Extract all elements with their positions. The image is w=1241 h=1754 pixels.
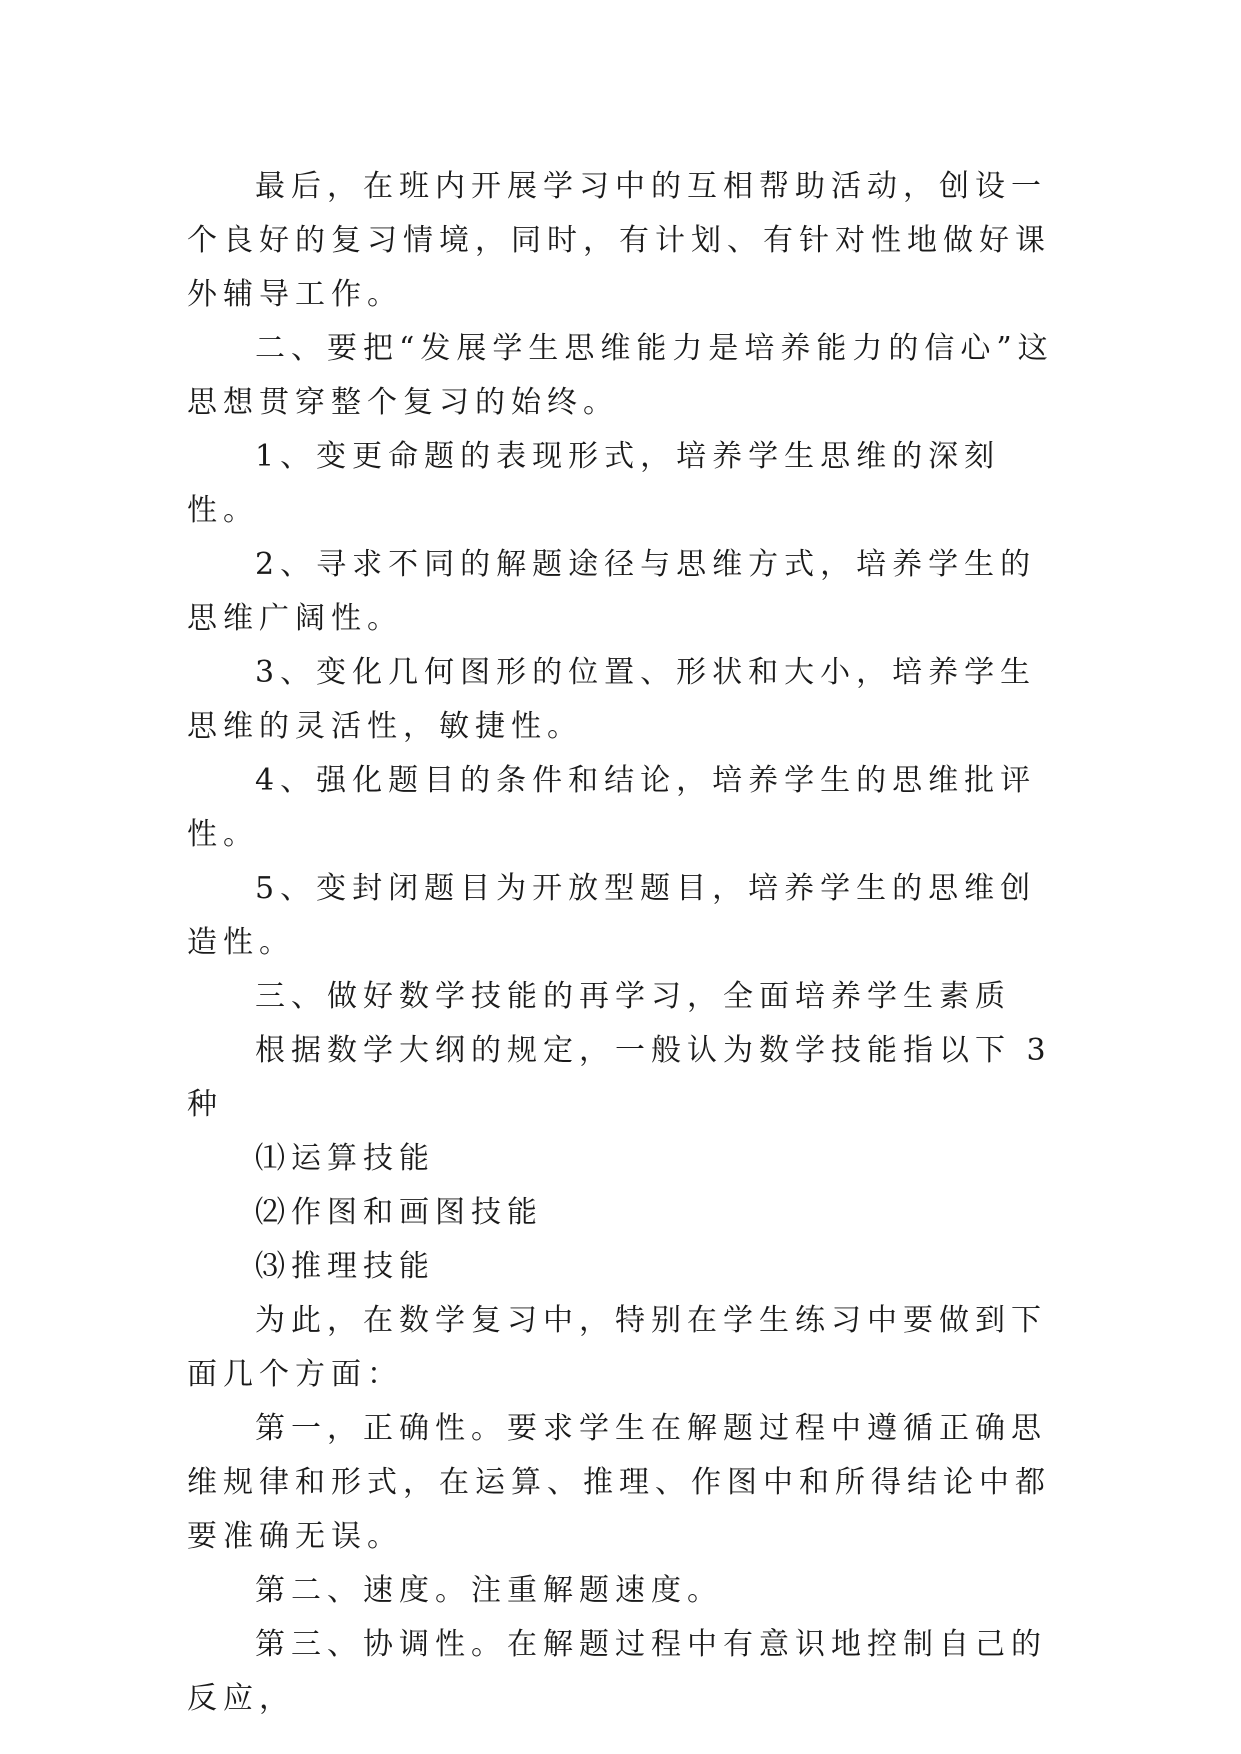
paragraph-16: 第三、协调性。在解题过程中有意识地控制自己的反应， [187, 1627, 1047, 1716]
paragraph-9: 根据数学大纲的规定，一般认为数学技能指以下 3 种 [187, 1033, 1052, 1122]
paragraph-5: 3、变化几何图形的位置、形状和大小，培养学生思维的灵活性，敏捷性。 [187, 655, 1037, 744]
paragraph-4: 2、寻求不同的解题途径与思维方式，培养学生的思维广阔性。 [187, 547, 1037, 636]
paragraph-3: 1、变更命题的表现形式，培养学生思维的深刻性。 [187, 439, 1001, 528]
paragraph-14: 第一，正确性。要求学生在解题过程中遵循正确思维规律和形式，在运算、推理、作图中和所得结论中都要准确无误。 [187, 1411, 1051, 1554]
paragraph-13: 为此，在数学复习中，特别在学生练习中要做到下面几个方面： [187, 1303, 1047, 1392]
paragraph-2: 二、要把“发展学生思维能力是培养能力的信心”这思想贯穿整个复习的始终。 [187, 331, 1054, 420]
list-item-1: ⑴运算技能 [255, 1141, 435, 1176]
list-item-2: ⑵作图和画图技能 [255, 1195, 543, 1230]
paragraph-6: 4、强化题目的条件和结论，培养学生的思维批评性。 [187, 763, 1037, 852]
paragraph-15: 第二、速度。注重解题速度。 [255, 1573, 723, 1608]
paragraph-1: 最后，在班内开展学习中的互相帮助活动，创设一个良好的复习情境，同时，有计划、有针对性地做好课外辅导工作。 [187, 169, 1051, 312]
list-item-3: ⑶推理技能 [255, 1249, 435, 1284]
body-text [187, 160, 1067, 1726]
paragraph-7: 5、变封闭题目为开放型题目，培养学生的思维创造性。 [187, 871, 1037, 960]
paragraph-8: 三、做好数学技能的再学习，全面培养学生素质 [255, 979, 1011, 1014]
